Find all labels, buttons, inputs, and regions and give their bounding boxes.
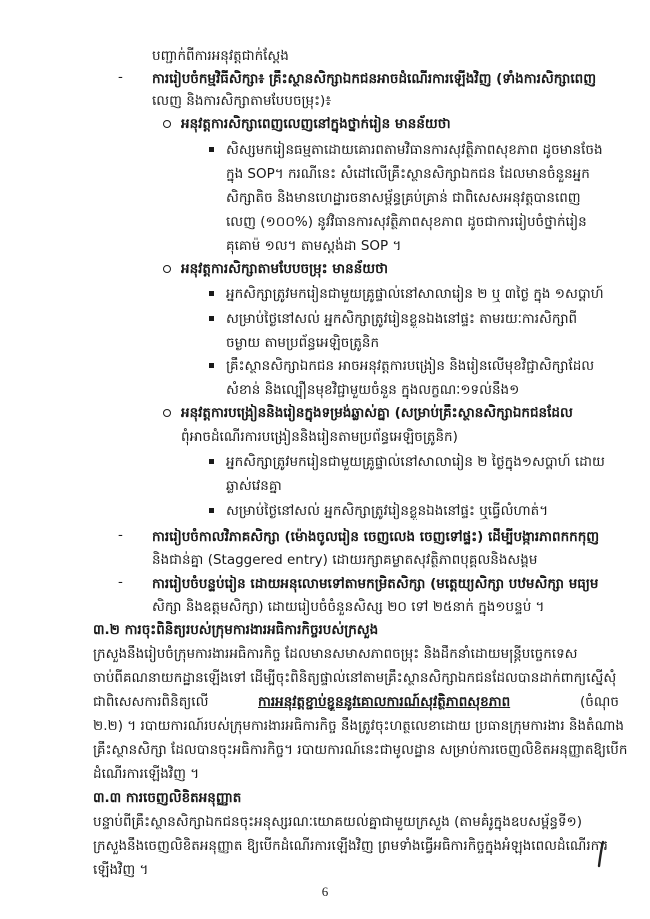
page-number: 6 — [321, 884, 329, 899]
dash-bullet: - — [118, 574, 123, 590]
dash-bullet: - — [118, 69, 123, 85]
text-line: និងជាន់គ្នា (Staggered entry) ដោយរក្សាគម្លាតសុវត្ថិភាពបុគ្គលនិងសង្គម — [152, 552, 538, 568]
text-line: ក្នុង SOP។ ករណីនេះ សំដៅលើគ្រឹះស្ថានសិក្សាឯកជន ដែលមានចំនួនអ្នក — [226, 166, 590, 182]
square-bullet-icon — [209, 291, 214, 296]
section-heading: ៣.២ ការចុះពិនិត្យរបស់ក្រុមការងារអធិការកិច្ចរបស់ក្រសួង — [93, 622, 379, 638]
text-line: សិក្សា និងឧត្តមសិក្សា) ដោយរៀបចំចំនួនសិស្ស ២០ ទៅ ២៥នាក់ ក្នុង១បន្ទប់ ។ — [152, 599, 545, 615]
square-bullet-icon — [209, 363, 214, 368]
text-line: គុគោម៉ ១ល។ តាមស្តង់ដា SOP ។ — [226, 238, 402, 254]
text-line: លេញ (១០០%) នូវវិធានការសុវត្ថិភាពសុខភាព ដូចជាការរៀបចំថ្នាក់រៀន — [226, 214, 587, 230]
text-line: ដំណើរការឡើងវិញ ។ — [93, 766, 200, 782]
circle-bullet-icon — [163, 120, 171, 128]
text-line: ឡើងវិញ ។ — [93, 862, 149, 878]
text-line: ការរៀបចំបន្ទប់រៀន ដោយអនុលោមទៅតាមកម្រិតសិក្សា (មត្តេយ្យសិក្សា បឋមសិក្សា មធ្យម — [152, 576, 599, 592]
text-line: ក្រសួងនឹងរៀបចំក្រុមការងារអធិការកិច្ច ដែលមានសមាសភាពចម្រុះ និងដឹកនាំដោយមន្ត្រីបច្ចេកទេស — [93, 646, 578, 662]
square-bullet-icon — [209, 459, 214, 464]
handwritten-initial-icon — [596, 840, 606, 868]
text-line: គ្រឹះស្ថានសិក្សាឯកជន អាចអនុវត្តការបង្រៀន និងរៀនលើមុខវិជ្ជាសិក្សាដែល — [226, 358, 595, 374]
text-line: សិស្សមករៀនធម្មតាដោយគោរពតាមវិធានការសុវត្ថិភាពសុខភាព ដូចមានចែង — [226, 142, 603, 158]
dash-bullet: - — [118, 527, 123, 543]
text-line: ជាពិសេសការពិនិត្យលើ — [93, 694, 209, 710]
text-line: (ចំណុច — [580, 694, 619, 710]
text-line: អ្នកសិក្សាត្រូវមករៀនជាមួយគ្រូផ្ទាល់នៅសាលារៀន ២ ឬ ៣ថ្ងៃ ក្នុង ១សប្តាហ៍ — [226, 286, 604, 302]
text-line: សំខាន់ និងល្បឿនមុខវិជ្ជាមួយចំនួន ក្នុងលក្ខណៈ១ទល់នឹង១ — [226, 382, 520, 398]
text-line: បន្ទាប់ពីគ្រឹះស្ថានសិក្សាឯកជនចុះអនុស្សរណៈយោគយល់គ្នាជាមួយក្រសួង (តាមគំរូក្នុងឧបសម្ព័ន្ធទី១) — [93, 814, 583, 830]
text-line: គ្រឹះស្ថានសិក្សា ដែលបានចុះអធិការកិច្ច។ របាយការណ៍នេះជាមូលដ្ឋាន សម្រាប់ការចេញលិខិតអនុញ្ញាតឱ្យបើក — [93, 742, 628, 758]
text-line: ការរៀបចំកាលវិភាគសិក្សា (ម៉ោងចូលរៀន ចេញលេង ចេញទៅផ្ទះ) ដើម្បីបង្ការភាពកកកុញ — [152, 529, 600, 545]
text-line: អ្នកសិក្សាត្រូវមករៀនជាមួយគ្រូផ្ទាល់នៅសាលារៀន ២ ថ្ងៃក្នុង១សប្តាហ៍ ដោយ — [226, 454, 605, 470]
text-line: ក្រសួងនឹងចេញលិខិតអនុញ្ញាត ឱ្យបើកដំណើរការឡើងវិញ ព្រមទាំងធ្វើអធិការកិច្ចក្នុងអំឡុងពេលដំណើរការ — [93, 838, 608, 854]
text-line: សម្រាប់ថ្ងៃនៅសល់ អ្នកសិក្សាត្រូវរៀនខ្លួនឯងនៅផ្ទះ ឬធ្វើលំហាត់។ — [226, 503, 549, 519]
text-line: ការរៀបចំកម្មវិធីសិក្សា៖ គ្រឹះស្ថានសិក្សាឯកជនអាចដំណើរការឡើងវិញ (ទាំងការសិក្សាពេញ — [152, 71, 597, 87]
circle-bullet-icon — [163, 409, 171, 417]
text-line: ចម្ងាយ តាមប្រព័ន្ធអេឡិចត្រូនិក — [226, 335, 380, 351]
section-heading: ៣.៣ ការចេញលិខិតអនុញ្ញាត — [93, 790, 242, 806]
text-line: អនុវត្តការបង្រៀននិងរៀនក្នុងទម្រង់ឆ្លាស់គ្នា (សម្រាប់គ្រឹះស្ថានសិក្សាឯកជនដែល — [181, 405, 573, 421]
text-line: អនុវត្តការសិក្សាពេញលេញនៅក្នុងថ្នាក់រៀន មានន័យថា — [181, 116, 451, 132]
text-line: លេញ និងការសិក្សាតាមបែបចម្រុះ)៖ — [152, 93, 332, 109]
text-line: ២.២) ។ របាយការណ៍របស់ក្រុមការងារអធិការកិច្ច នឹងត្រូវចុះហត្ថលេខាដោយ ប្រធានក្រុមការងារ និងតំណាង — [93, 718, 624, 734]
text-line: ពុំអាចដំណើរការបង្រៀននិងរៀនតាមប្រព័ន្ធអេឡិចត្រូនិក) — [181, 429, 458, 445]
circle-bullet-icon — [163, 265, 171, 273]
text-line: បញ្ជាក់ពីការអនុវត្តជាក់ស្តែង — [152, 48, 289, 64]
text-line: សម្រាប់ថ្ងៃនៅសល់ អ្នកសិក្សាត្រូវរៀនខ្លួនឯងនៅផ្ទះ តាមរយៈការសិក្សាពី — [226, 311, 578, 327]
text-line: ចាប់ពីគណនាយកដ្ឋានឡើងទៅ ដើម្បីចុះពិនិត្យផ្ទាល់នៅតាមគ្រឹះស្ថានសិក្សាឯកជនដែលបានដាក់ពាក្យស្នើសុំ — [93, 670, 617, 686]
square-bullet-icon — [209, 147, 214, 152]
text-line: ឆ្លាស់វេនគ្នា — [226, 478, 282, 494]
text-line: សិក្សាតិច និងមានហេដ្ឋារចនាសម្ព័ន្ធគ្រប់គ្រាន់ ជាពិសេសអនុវត្តបានពេញ — [226, 190, 581, 206]
square-bullet-icon — [209, 316, 214, 321]
text-line: អនុវត្តការសិក្សាតាមបែបចម្រុះ មានន័យថា — [181, 261, 389, 277]
emphasis-text: ការអនុវត្តខ្ជាប់ខ្ជួននូវគោលការណ៍សុវត្ថិភាពសុខភាព — [258, 694, 511, 710]
square-bullet-icon — [209, 508, 214, 513]
